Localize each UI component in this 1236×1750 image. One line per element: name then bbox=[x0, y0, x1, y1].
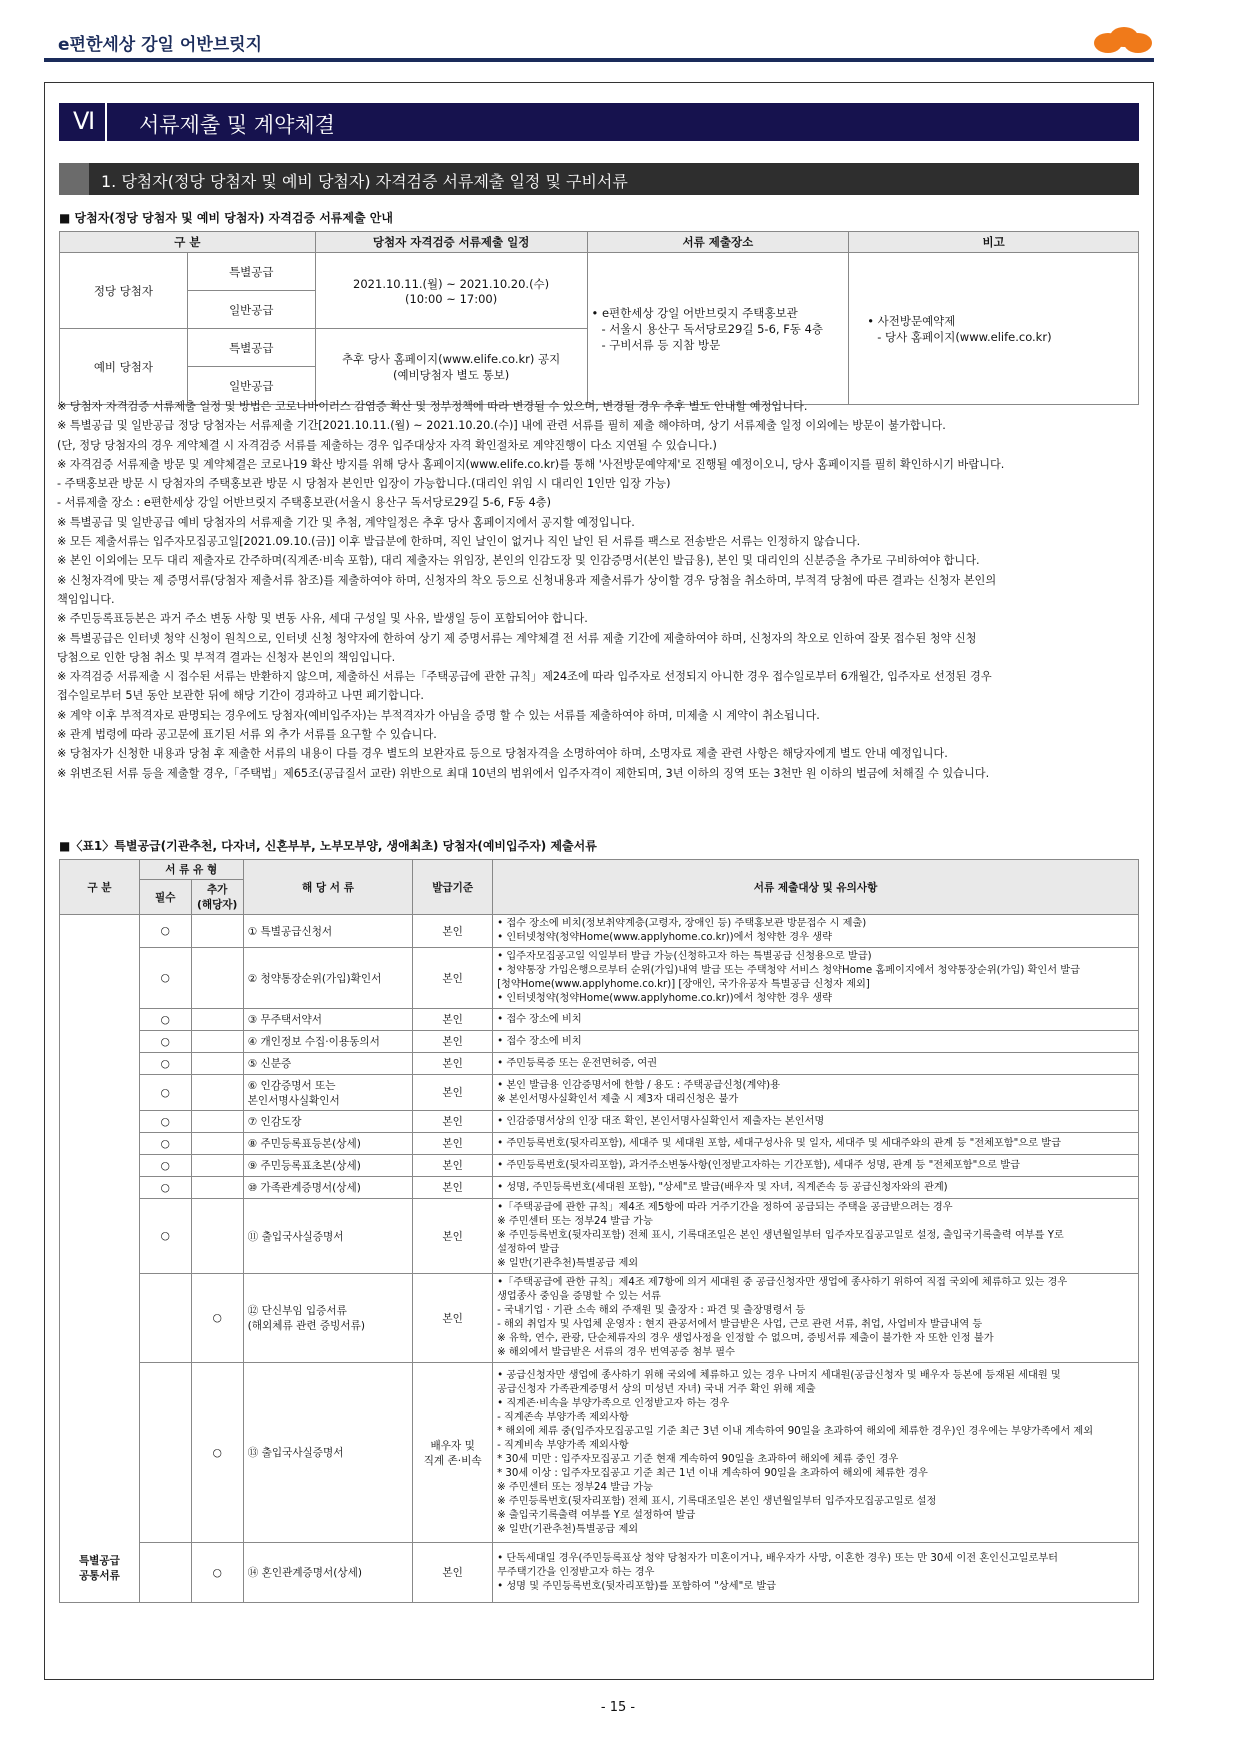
note-item: ※ 자격검증 서류제출 시 접수된 서류는 반환하지 않으며, 제출하신 서류는「주택공급에 관한 규칙」제24조에 따라 입주자로 선정되지 아니한 경우 접수일로부터 6개월간, 입주자로 선정된 경우 bbox=[57, 670, 992, 684]
document-name bbox=[243, 1543, 413, 1603]
content-frame bbox=[44, 82, 1154, 1680]
note-item: ※ 주민등록표등본은 과거 주소 변동 사항 및 변동 사유, 세대 구성일 및 사유, 발생일 등이 포함되어야 합니다. bbox=[57, 612, 588, 626]
col-header: 발급기준 bbox=[413, 860, 493, 915]
col-header: 필수 bbox=[139, 880, 191, 915]
additional-mark bbox=[191, 948, 243, 1009]
issue-basis bbox=[413, 1031, 493, 1053]
reserve-note: (예비당첨자 별도 통보) bbox=[392, 367, 510, 382]
note-item: ※ 신청자격에 맞는 제 증명서류(당첨자 제출서류 참조)를 제출하여야 하며, 신청자의 착오 등으로 신청내용과 제출서류가 상이할 경우 당첨을 취소하며, 부적격 당첨에 따른 결과는 신청자 본인의 bbox=[57, 573, 997, 587]
remark-line: • 인터넷청약(청약Home(www.applyhome.co.kr))에서 청약한 경우 생략 bbox=[497, 993, 832, 1004]
remark-line: • 주민등록번호(뒷자리포함), 세대주 및 세대원 포함, 세대구성사유 및 일자, 세대주 및 세대주와의 관계 등 "전체포함"으로 발급 bbox=[497, 1137, 1061, 1149]
place-line: - 서울시 용산구 독서당로29길 5-6, F동 4층 bbox=[601, 321, 824, 336]
additional-mark: ○ bbox=[191, 1543, 243, 1603]
document-name-line: (해외체류 관련 증빙서류) bbox=[247, 1320, 365, 1332]
remark-line: * 해외에 체류 중(입주자모집공고일 기준 최근 3년 이내 계속하여 90일을 초과하여 해외에 체류한 경우)인 경우에는 부양가족에서 제외 bbox=[497, 1425, 1094, 1437]
document-name bbox=[243, 1053, 413, 1075]
additional-mark bbox=[191, 1031, 243, 1053]
regular-winner-cell: 정당 당첨자 bbox=[60, 253, 188, 329]
note-item: ※ 위변조된 서류 등을 제출할 경우,「주택법」제65조(공급질서 교란) 위반으로 최대 10년의 범위에서 입주자격이 제한되며, 3년 이하의 징역 또는 3천만 원 이하의 벌금에 처해질 수 있습니다. bbox=[57, 766, 990, 780]
remark-line: [청약Home(www.applyhome.co.kr)] [장애인, 국가유공자 특별공급 신청자 제외] bbox=[497, 979, 870, 990]
remark-line: • 공급신청자만 생업에 종사하기 위해 국외에 체류하고 있는 경우 나머지 세대원(공급신청자 및 배우자 등본에 등재된 세대원 및 bbox=[497, 1369, 1061, 1381]
table-row bbox=[60, 1133, 1139, 1155]
regular-time: (10:00 ~ 17:00) bbox=[405, 291, 498, 306]
table-row bbox=[60, 1009, 1139, 1031]
submission-guide-table bbox=[59, 231, 1139, 405]
document-name-line: ⑤ 신분증 bbox=[247, 1058, 292, 1070]
document-name-line: 본인서명사실확인서 bbox=[247, 1094, 340, 1107]
issue-basis-line: 본인 bbox=[442, 1087, 463, 1099]
remark-cell bbox=[493, 1199, 1139, 1274]
document-name-line: ⑪ 출입국사실증명서 bbox=[247, 1230, 344, 1243]
issue-basis bbox=[413, 1053, 493, 1075]
additional-mark bbox=[191, 1111, 243, 1133]
special-supply-cell: 특별공급 bbox=[187, 253, 315, 291]
document-name-line: ⑭ 혼인관계증명서(상세) bbox=[247, 1567, 362, 1579]
table-row bbox=[60, 948, 1139, 1009]
note-item: ※ 당첨자 자격검증 서류제출 일정 및 방법은 코로나바이러스 감염증 확산 및 정부정책에 따라 변경될 수 있으며, 변경될 경우 추후 별도 안내할 예정입니다. bbox=[57, 400, 808, 413]
remark-line: • 접수 장소에 비치 bbox=[497, 1013, 582, 1025]
col-header: 해 당 서 류 bbox=[243, 860, 413, 915]
document-name bbox=[243, 1363, 413, 1543]
table-row bbox=[60, 1155, 1139, 1177]
issue-basis-line: 본인 bbox=[442, 925, 463, 938]
documents-table bbox=[59, 859, 1139, 1603]
group-label: 특별공급 bbox=[78, 1554, 120, 1567]
required-mark bbox=[139, 1274, 191, 1363]
table-row bbox=[60, 1053, 1139, 1075]
table1-heading: ■〈표1〉특별공급(기관추천, 다자녀, 신혼부부, 노부모부양, 생애최초) 당첨자(예비입주자) 제출서류 bbox=[59, 839, 597, 853]
remark-line: • 본인 발급용 인감증명서에 한함 / 용도 : 주택공급신청(계약)용 bbox=[497, 1079, 780, 1091]
issue-basis bbox=[413, 1111, 493, 1133]
document-name-line: ③ 무주택서약서 bbox=[247, 1014, 322, 1026]
note-item: ※ 자격검증 서류제출 방문 및 계약체결은 코로나19 확산 방지를 위해 당사 홈페이지(www.elife.co.kr)를 통해 '사전방문예약제'로 진행될 예정이오니, 당사 홈페이지를 필히 확인하시기 바랍니다. bbox=[57, 457, 1005, 471]
issue-basis bbox=[413, 1133, 493, 1155]
note-item: ※ 본인 이외에는 모두 대리 제출자로 간주하며(직계존·비속 포함), 대리 제출자는 위임장, 본인의 인감도장 및 인감증명서(본인 발급용), 본인 및 대리인의 신분증을 추가로 구비하여야 합니다. bbox=[57, 554, 980, 568]
additional-mark bbox=[191, 915, 243, 948]
note-item: ※ 관계 법령에 따라 공고문에 표기된 서류 외 추가 서류를 요구할 수 있습니다. bbox=[57, 728, 437, 742]
note-cell bbox=[849, 253, 1139, 405]
remark-line: ※ 일반(기관추천)특별공급 제외 bbox=[497, 1258, 639, 1269]
remark-cell bbox=[493, 1053, 1139, 1075]
document-name-line: ⑧ 주민등록표등본(상세) bbox=[247, 1138, 361, 1150]
table-row bbox=[60, 915, 1139, 948]
group-label: 공통서류 bbox=[78, 1569, 120, 1582]
required-mark: ○ bbox=[139, 915, 191, 948]
general-supply-cell: 일반공급 bbox=[187, 291, 315, 329]
table-row bbox=[60, 1543, 1139, 1603]
document-name bbox=[243, 1274, 413, 1363]
col-header: 서 류 유 형 bbox=[139, 860, 243, 880]
table-row bbox=[60, 1199, 1139, 1274]
section-divider bbox=[105, 103, 107, 141]
remark-cell bbox=[493, 1543, 1139, 1603]
reserve-winner-cell: 예비 당첨자 bbox=[60, 329, 188, 405]
required-mark: ○ bbox=[139, 1009, 191, 1031]
remark-line: • 접수 장소에 비치(정보취약계층(고령자, 장애인 등) 주택홍보관 방문접수 시 제출) bbox=[497, 918, 867, 929]
subsection-bar bbox=[59, 163, 1139, 195]
remark-line: ※ 해외에서 발급받은 서류의 경우 번역공증 첨부 필수 bbox=[497, 1347, 735, 1358]
reserve-date: 추후 당사 홈페이지(www.elife.co.kr) 공지 bbox=[341, 351, 561, 366]
document-name-line: ⑩ 가족관계증명서(상세) bbox=[247, 1182, 361, 1194]
remark-line: - 국내기업 · 기관 소속 해외 주재원 및 출장자 : 파견 및 출장명령서 등 bbox=[497, 1305, 806, 1316]
note-item: - 주택홍보관 방문 시 당첨자의 주택홍보관 방문 시 당첨자 본인만 입장이 가능합니다.(대리인 위임 시 대리인 1인만 입장 가능) bbox=[57, 477, 671, 491]
remark-line: ※ 주민센터 또는 정부24 발급 가능 bbox=[497, 1481, 653, 1493]
page-number: - 15 - bbox=[600, 1700, 636, 1715]
issue-basis bbox=[413, 1274, 493, 1363]
remark-line: ※ 일반(기관추천)특별공급 제외 bbox=[497, 1523, 639, 1535]
issue-basis-line: 본인 bbox=[442, 1014, 463, 1026]
note-item: - 서류제출 장소 : e편한세상 강일 어반브릿지 주택홍보관(서울시 용산구 독서당로29길 5-6, F동 4층) bbox=[57, 496, 551, 510]
col-header: 서류 제출장소 bbox=[587, 232, 849, 253]
remark-line: • 입주자모집공고일 익일부터 발급 가능(신청하고자 하는 특별공급 신청용으로 발급) bbox=[497, 951, 872, 962]
remark-line: ※ 유학, 연수, 관광, 단순체류자의 경우 생업사정을 인정할 수 없으며, 증빙서류 제출이 불가한 자 또한 인정 불가 bbox=[497, 1333, 994, 1344]
issue-basis-line: 본인 bbox=[442, 1036, 463, 1048]
issue-basis-line: 본인 bbox=[442, 972, 463, 985]
page-header bbox=[44, 26, 1154, 60]
issue-basis-line: 배우자 및 bbox=[430, 1439, 475, 1452]
table-row bbox=[60, 1274, 1139, 1363]
note-item: ※ 당첨자가 신청한 내용과 당첨 후 제출한 서류의 내용이 다를 경우 별도의 보완자료 등으로 당첨자격을 소명하여야 하며, 소명자료 제출 관련 사항은 해당자에게 별도 안내 예정입니다. bbox=[57, 747, 948, 761]
general-supply-cell: 일반공급 bbox=[187, 367, 315, 405]
header-rule bbox=[44, 58, 1154, 62]
note-item: ※ 모든 제출서류는 입주자모집공고일[2021.09.10.(금)] 이후 발급분에 한하며, 직인 날인이 없거나 직인 날인 된 서류를 팩스로 전송받은 서류는 인정하지 않습니다. bbox=[57, 535, 861, 549]
remark-cell bbox=[493, 1031, 1139, 1053]
col-header: 서류 제출대상 및 유의사항 bbox=[493, 860, 1139, 915]
document-name bbox=[243, 1133, 413, 1155]
document-name bbox=[243, 948, 413, 1009]
document-name bbox=[243, 1177, 413, 1199]
remark-cell bbox=[493, 1363, 1139, 1543]
remark-line: • 인터넷청약(청약Home(www.applyhome.co.kr))에서 청약한 경우 생략 bbox=[497, 932, 832, 943]
col-header: 당첨자 자격검증 서류제출 일정 bbox=[315, 232, 587, 253]
additional-mark bbox=[191, 1199, 243, 1274]
document-name-line: ① 특별공급신청서 bbox=[247, 925, 333, 938]
issue-basis bbox=[413, 1075, 493, 1111]
document-name-line: ⑨ 주민등록표초본(상세) bbox=[247, 1160, 361, 1172]
remark-line: • 성명 및 주민등록번호(뒷자리포함)를 포함하여 "상세"로 발급 bbox=[497, 1580, 777, 1592]
document-name-line: ④ 개인정보 수집·이용동의서 bbox=[247, 1036, 380, 1048]
issue-basis bbox=[413, 1543, 493, 1603]
remark-line: ※ 주민센터 또는 정부24 발급 가능 bbox=[497, 1216, 653, 1227]
note-item: 책임입니다. bbox=[57, 592, 115, 606]
subsection-marker bbox=[59, 163, 89, 195]
issue-basis-line: 본인 bbox=[442, 1230, 463, 1243]
remark-line: ※ 주민등록번호(뒷자리포함) 전체 표시, 기록대조일은 본인 생년월일부터 입주자모집공고일로 설정, 출입국기록출력 여부를 Y로 bbox=[497, 1230, 1064, 1241]
note-item: 접수일로부터 5년 동안 보관한 뒤에 해당 기간이 경과하고 나면 폐기합니다. bbox=[57, 689, 424, 703]
document-name-line: ⑬ 출입국사실증명서 bbox=[247, 1447, 344, 1459]
table-header-row bbox=[60, 232, 1139, 253]
document-name-line: ⑫ 단신부임 입증서류 bbox=[247, 1305, 347, 1317]
additional-mark bbox=[191, 1053, 243, 1075]
issue-basis-line: 본인 bbox=[442, 1116, 463, 1128]
remark-line: •「주택공급에 관한 규칙」제4조 제7항에 의거 세대원 중 공급신청자만 생업에 종사하기 위하여 직접 국외에 체류하고 있는 경우 bbox=[497, 1277, 1068, 1288]
document-name-line: ② 청약통장순위(가입)확인서 bbox=[247, 972, 382, 985]
document-name bbox=[243, 1111, 413, 1133]
additional-mark bbox=[191, 1009, 243, 1031]
note-item: ※ 특별공급 및 일반공급 예비 당첨자의 서류제출 기간 및 추첨, 계약일정은 추후 당사 홈페이지에서 공지할 예정입니다. bbox=[57, 515, 635, 529]
issue-basis-line: 본인 bbox=[442, 1160, 463, 1172]
document-name bbox=[243, 1155, 413, 1177]
place-cell bbox=[587, 253, 849, 405]
document-name bbox=[243, 1075, 413, 1111]
remark-cell bbox=[493, 1177, 1139, 1199]
remark-line: • 성명, 주민등록번호(세대원 포함), "상세"로 발급(배우자 및 자녀, 직계존속 등 공급신청자와의 관계) bbox=[497, 1181, 948, 1193]
section-number: Ⅵ bbox=[73, 107, 96, 135]
issue-basis-line: 본인 bbox=[442, 1312, 463, 1325]
regular-date: 2021.10.11.(월) ~ 2021.10.20.(수) bbox=[353, 276, 550, 291]
required-mark: ○ bbox=[139, 1177, 191, 1199]
required-mark: ○ bbox=[139, 1053, 191, 1075]
issue-basis-line: 본인 bbox=[442, 1058, 463, 1070]
required-mark bbox=[139, 1543, 191, 1603]
required-mark: ○ bbox=[139, 1111, 191, 1133]
remark-line: - 해외 취업자 및 사업체 운영자 : 현지 관공서에서 발급받은 사업, 근로 관련 서류, 취업, 사업비자 발급내역 등 bbox=[497, 1319, 983, 1330]
remark-line: - 직계비속 부양가족 제외사항 bbox=[497, 1439, 629, 1451]
table-row bbox=[60, 1177, 1139, 1199]
remark-line: • 인감증명서상의 인장 대조 확인, 본인서명사실확인서 제출자는 본인서명 bbox=[497, 1115, 825, 1127]
remark-line: ※ 주민등록번호(뒷자리포함) 전체 표시, 기록대조일은 본인 생년월일부터 입주자모집공고일로 설정 bbox=[497, 1495, 937, 1507]
remark-line: 공급신청자 가족관계증명서 상의 미성년 자녀) 국내 거주 확인 위해 제출 bbox=[497, 1383, 816, 1395]
issue-basis-line: 본인 bbox=[442, 1138, 463, 1150]
required-mark: ○ bbox=[139, 1199, 191, 1274]
note-item: ※ 계약 이후 부적격자로 판명되는 경우에도 당첨자(예비입주자)는 부적격자가 아님을 증명 할 수 있는 서류를 제출하여야 하며, 미제출 시 계약이 취소됩니다. bbox=[57, 708, 820, 722]
remark-line: 생업종사 중임을 증명할 수 있는 서류 bbox=[497, 1291, 661, 1302]
note-line: • 사전방문예약제 bbox=[867, 313, 956, 328]
issue-basis-line: 본인 bbox=[442, 1567, 463, 1579]
remark-line: • 접수 장소에 비치 bbox=[497, 1035, 582, 1047]
remark-cell bbox=[493, 1111, 1139, 1133]
note-item: ※ 특별공급은 인터넷 청약 신청이 원칙으로, 인터넷 신청 청약자에 한하여 상기 제 증명서류는 계약체결 전 서류 제출 기간에 제출하여야 하며, 신청자의 착오로 인하여 잘못 접수된 청약 신청 bbox=[57, 631, 977, 645]
document-name bbox=[243, 1199, 413, 1274]
issue-basis bbox=[413, 1155, 493, 1177]
remark-line: •「주택공급에 관한 규칙」제4조 제5항에 따라 거주기간을 정하여 공급되는 주택을 공급받으려는 경우 bbox=[497, 1202, 953, 1213]
document-name-line: ⑦ 인감도장 bbox=[247, 1116, 302, 1128]
reserve-schedule-cell bbox=[315, 329, 587, 405]
issue-basis-line: 본인 bbox=[442, 1182, 463, 1194]
issue-basis bbox=[413, 1009, 493, 1031]
issue-basis bbox=[413, 915, 493, 948]
remark-line: • 직계존·비속을 부양가족으로 인정받고자 하는 경우 bbox=[497, 1397, 730, 1409]
document-name bbox=[243, 1009, 413, 1031]
remark-line: • 청약통장 가입은행으로부터 순위(가입)내역 발급 또는 주택청약 서비스 청약Home 홈페이지에서 청약통장순위(가입) 확인서 발급 bbox=[497, 965, 1080, 976]
remark-cell bbox=[493, 1274, 1139, 1363]
section-bar bbox=[59, 103, 1139, 141]
remark-line: 무주택기간을 인정받고자 하는 경우 bbox=[497, 1566, 655, 1578]
document-name bbox=[243, 915, 413, 948]
remark-line: - 직계존속 부양가족 제외사항 bbox=[497, 1411, 629, 1423]
additional-mark bbox=[191, 1133, 243, 1155]
remark-line: • 주민등록증 또는 운전면허증, 여권 bbox=[497, 1057, 658, 1069]
col-header bbox=[191, 880, 243, 915]
required-mark: ○ bbox=[139, 1133, 191, 1155]
remark-line: * 30세 미만 : 입주자모집공고 기준 현재 계속하여 90일을 초과하여 해외에 체류 중인 경우 bbox=[497, 1453, 899, 1465]
issue-basis bbox=[413, 948, 493, 1009]
issue-basis bbox=[413, 1363, 493, 1543]
required-mark: ○ bbox=[139, 1031, 191, 1053]
issue-basis bbox=[413, 1177, 493, 1199]
table-row bbox=[60, 253, 1139, 291]
additional-mark bbox=[191, 1155, 243, 1177]
remark-cell bbox=[493, 1009, 1139, 1031]
table-row bbox=[60, 1363, 1139, 1543]
header-title: e편한세상 강일 어반브릿지 bbox=[58, 35, 263, 55]
note-item: ※ 특별공급 및 일반공급 정당 당첨자는 서류제출 기간[2021.10.11.(월) ~ 2021.10.20.(수)] 내에 관련 서류를 필히 제출 해야하며, 상기 서류제출 일정 이외에는 방문이 불가합니다. bbox=[57, 419, 946, 433]
required-mark bbox=[139, 1363, 191, 1543]
notes-list bbox=[57, 397, 1143, 783]
remark-line: * 30세 이상 : 입주자모집공고 기준 최근 1년 이내 계속하여 90일을 초과하여 해외에 체류한 경우 bbox=[497, 1467, 928, 1479]
remark-line: • 주민등록번호(뒷자리포함), 과거주소변동사항(인정받고자하는 기간포함), 세대주 성명, 관계 등 "전체포함"으로 발급 bbox=[497, 1159, 1020, 1171]
place-line: • e편한세상 강일 어반브릿지 주택홍보관 bbox=[591, 305, 798, 320]
regular-schedule-cell bbox=[315, 253, 587, 329]
remark-cell bbox=[493, 1133, 1139, 1155]
table-row bbox=[60, 1075, 1139, 1111]
guide-heading: ■ 당첨자(정당 당첨자 및 예비 당첨자) 자격검증 서류제출 안내 bbox=[59, 211, 393, 225]
remark-cell bbox=[493, 1155, 1139, 1177]
additional-mark: ○ bbox=[191, 1274, 243, 1363]
col-header-line: 추가 bbox=[206, 884, 228, 896]
required-mark: ○ bbox=[139, 948, 191, 1009]
table-header-row bbox=[60, 860, 1139, 880]
note-item: 당첨으로 인한 당첨 취소 및 부적격 결과는 신청자 본인의 책임입니다. bbox=[57, 650, 396, 664]
remark-line: 설정하여 발급 bbox=[497, 1244, 560, 1255]
remark-cell bbox=[493, 1075, 1139, 1111]
document-name bbox=[243, 1031, 413, 1053]
additional-mark bbox=[191, 1075, 243, 1111]
col-header: 구 분 bbox=[60, 860, 140, 915]
note-item: (단, 정당 당첨자의 경우 계약체결 시 자격검증 서류를 제출하는 경우 입주대상자 자격 확인절차로 계약진행이 다소 지연될 수 있습니다.) bbox=[57, 438, 717, 452]
col-header-line: (해당자) bbox=[197, 899, 238, 911]
issue-basis-line: 직계 존·비속 bbox=[423, 1454, 482, 1467]
col-header: 구 분 bbox=[60, 232, 316, 253]
table-row bbox=[60, 1111, 1139, 1133]
subsection-title: 1. 당첨자(정당 당첨자 및 예비 당첨자) 자격검증 서류제출 일정 및 구비서류 bbox=[101, 172, 628, 191]
additional-mark bbox=[191, 1177, 243, 1199]
issue-basis bbox=[413, 1199, 493, 1274]
required-mark: ○ bbox=[139, 1155, 191, 1177]
col-header: 비고 bbox=[849, 232, 1139, 253]
document-name-line: ⑥ 인감증명서 또는 bbox=[247, 1079, 336, 1092]
remark-cell bbox=[493, 948, 1139, 1009]
additional-mark: ○ bbox=[191, 1363, 243, 1543]
required-mark: ○ bbox=[139, 1075, 191, 1111]
remark-line: • 단독세대일 경우(주민등록표상 청약 당첨자가 미혼이거나, 배우자가 사망, 이혼한 경우) 또는 만 30세 이전 혼인신고일로부터 bbox=[497, 1552, 1059, 1564]
section-title: 서류제출 및 계약체결 bbox=[139, 113, 335, 137]
note-line: - 당사 홈페이지(www.elife.co.kr) bbox=[877, 329, 1052, 344]
place-line: - 구비서류 등 지참 방문 bbox=[601, 337, 721, 352]
remark-line: ※ 본인서명사실확인서 제출 시 제3자 대리신청은 불가 bbox=[497, 1093, 739, 1105]
remark-line: ※ 출입국기록출력 여부를 Y로 설정하여 발급 bbox=[497, 1509, 696, 1521]
table-row bbox=[60, 1031, 1139, 1053]
brand-cloud-icon bbox=[1090, 26, 1154, 56]
special-supply-cell: 특별공급 bbox=[187, 329, 315, 367]
group-cell bbox=[60, 915, 140, 1603]
remark-cell bbox=[493, 915, 1139, 948]
